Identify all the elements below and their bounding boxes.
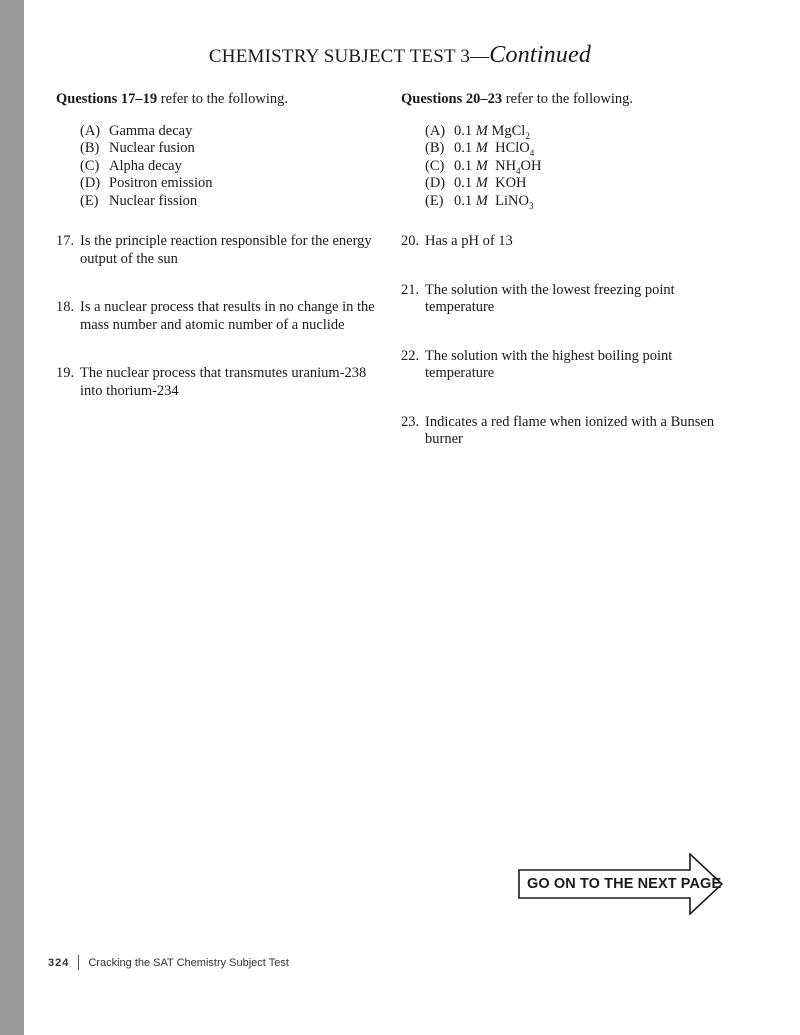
option-letter: (D) bbox=[425, 175, 446, 191]
option-letter: (C) bbox=[425, 157, 445, 174]
left-column bbox=[56, 91, 386, 400]
question-text: Is the principle reaction responsible for the energy output of the sun bbox=[80, 233, 372, 267]
question-number: 19. bbox=[56, 365, 75, 381]
option-c bbox=[425, 158, 741, 176]
option-letter: (A) bbox=[80, 122, 101, 139]
option-subscript: 2 bbox=[525, 130, 530, 141]
question-18 bbox=[56, 299, 386, 334]
option-unit: M bbox=[475, 140, 488, 156]
left-intro-bold: Questions 17–19 bbox=[56, 91, 158, 107]
option-conc: 0.1 bbox=[454, 157, 476, 174]
option-formula-end: OH bbox=[520, 157, 542, 174]
option-conc: 0.1 bbox=[454, 140, 476, 156]
option-a bbox=[425, 123, 741, 141]
option-letter: (E) bbox=[80, 192, 99, 209]
footer-divider bbox=[78, 955, 79, 970]
question-23 bbox=[401, 414, 741, 449]
option-unit: M bbox=[475, 192, 488, 209]
question-number: 17. bbox=[56, 233, 75, 249]
option-letter: (B) bbox=[425, 140, 445, 156]
option-unit: M bbox=[475, 157, 488, 174]
question-19 bbox=[56, 365, 386, 400]
option-text: Nuclear fission bbox=[109, 192, 198, 209]
option-text: Positron emission bbox=[109, 175, 213, 191]
option-formula: KOH bbox=[487, 175, 527, 191]
option-letter: (D) bbox=[80, 175, 101, 191]
left-intro-rest: refer to the following. bbox=[157, 91, 288, 107]
question-number: 18. bbox=[56, 299, 75, 315]
option-c bbox=[80, 158, 386, 176]
question-21 bbox=[401, 282, 741, 317]
title-continued: Continued bbox=[489, 42, 592, 68]
option-text: Nuclear fusion bbox=[109, 140, 195, 156]
option-formula: LiNO bbox=[487, 192, 529, 209]
question-text: Has a pH of 13 bbox=[425, 233, 513, 249]
right-options bbox=[401, 123, 741, 211]
question-20 bbox=[401, 233, 741, 251]
left-intro bbox=[56, 91, 386, 109]
question-22 bbox=[401, 348, 741, 383]
option-formula: MgCl bbox=[487, 122, 526, 139]
option-e bbox=[80, 193, 386, 211]
question-text: Is a nuclear process that results in no change in the mass number and atomic number of a nuclide bbox=[80, 299, 375, 333]
option-text: Alpha decay bbox=[109, 157, 182, 174]
page-number: 324 bbox=[48, 956, 70, 969]
left-options bbox=[56, 123, 386, 211]
question-text: The solution with the highest boiling point temperature bbox=[425, 347, 673, 381]
question-number: 21. bbox=[401, 281, 420, 298]
option-a bbox=[80, 123, 386, 141]
option-letter: (C) bbox=[80, 157, 100, 174]
page-footer bbox=[48, 955, 289, 970]
option-conc: 0.1 bbox=[454, 175, 476, 191]
option-subscript: 4 bbox=[516, 165, 521, 176]
book-title: Cracking the SAT Chemistry Subject Test bbox=[88, 956, 289, 969]
option-letter: (A) bbox=[425, 122, 446, 139]
question-number: 20. bbox=[401, 233, 420, 249]
page-title bbox=[0, 42, 800, 69]
option-formula: NH bbox=[487, 157, 517, 174]
right-column bbox=[401, 91, 741, 449]
option-letter: (B) bbox=[80, 140, 100, 156]
next-page-label: GO ON TO THE NEXT PAGE bbox=[527, 876, 722, 892]
question-text: Indicates a red flame when ionized with a Bunsen burner bbox=[425, 413, 715, 447]
side-bar bbox=[0, 0, 24, 1035]
option-text: Gamma decay bbox=[109, 122, 193, 139]
option-d bbox=[80, 175, 386, 193]
option-d bbox=[425, 175, 741, 193]
question-text: The solution with the lowest freezing point temperature bbox=[425, 281, 675, 315]
option-subscript: 4 bbox=[529, 148, 535, 158]
option-formula: HClO bbox=[487, 140, 530, 156]
question-number: 23. bbox=[401, 413, 420, 430]
option-subscript: 3 bbox=[528, 200, 534, 211]
option-unit: M bbox=[475, 122, 488, 139]
option-letter: (E) bbox=[425, 192, 444, 209]
option-b bbox=[425, 140, 741, 158]
right-intro bbox=[401, 91, 741, 109]
question-number: 22. bbox=[401, 347, 420, 364]
option-conc: 0.1 bbox=[454, 122, 476, 139]
right-intro-rest: refer to the following. bbox=[502, 91, 633, 107]
question-17 bbox=[56, 233, 386, 268]
option-conc: 0.1 bbox=[454, 192, 476, 209]
option-b bbox=[80, 140, 386, 158]
option-e bbox=[425, 193, 741, 211]
option-unit: M bbox=[475, 175, 488, 191]
title-main: CHEMISTRY SUBJECT TEST 3— bbox=[208, 46, 490, 67]
right-intro-bold: Questions 20–23 bbox=[401, 91, 503, 107]
question-text: The nuclear process that transmutes uranium-238 into thorium-234 bbox=[80, 365, 367, 399]
